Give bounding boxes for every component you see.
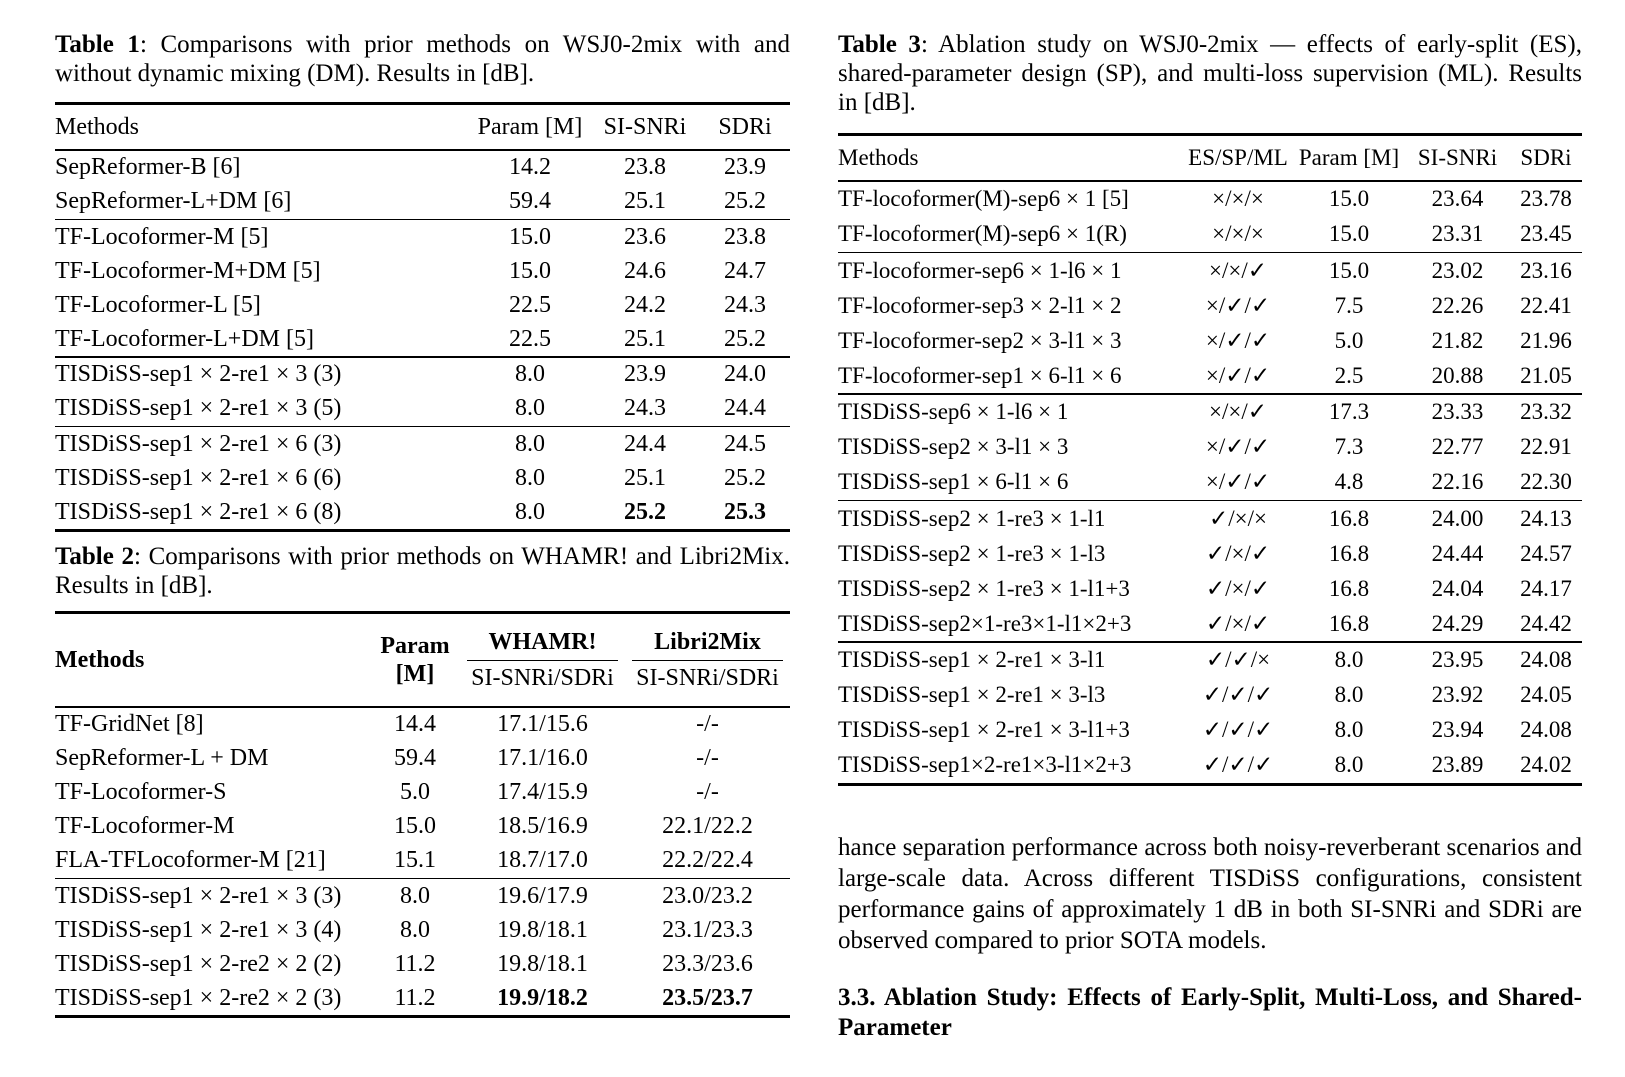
- method-cell: TISDiSS-sep2 × 3-l1 × 3: [838, 434, 1069, 459]
- sdri-cell: 24.4: [724, 395, 766, 421]
- si-snri-cell: 23.92: [1431, 682, 1484, 707]
- si-snri-cell: 23.33: [1431, 399, 1484, 424]
- column-header-methods: Methods: [55, 113, 139, 140]
- si-snri-cell: 21.82: [1431, 327, 1484, 353]
- table-row: [55, 427, 790, 461]
- si-snri-cell: 23.9: [624, 361, 666, 387]
- si-snri-cell: 23.89: [1431, 752, 1484, 777]
- table2-body: [55, 708, 790, 1016]
- sdri-cell: 23.78: [1520, 186, 1572, 211]
- method-cell: TISDiSS-sep1×2-re1×3-l1×2+3: [838, 752, 1132, 777]
- method-cell: TISDiSS-sep1 × 2-re1 × 3-l1: [838, 647, 1106, 672]
- table-row: [55, 254, 790, 288]
- sdri-cell: 24.05: [1520, 682, 1572, 707]
- method-cell: TISDiSS-sep1 × 2-re1 × 6 (8): [55, 498, 342, 525]
- body-paragraph: hance separation performance across both noisy-reverberant scenarios and large-scale data. Across different TISDiSS configurations, consistent performance gains of approximately 1 dB in both SI-SNRi and SDRi are observed compared to prior SOTA models.: [838, 833, 1582, 954]
- param-cell: 15.1: [394, 847, 436, 873]
- table1-header-row: [55, 105, 790, 149]
- param-label-line2: [M]: [395, 661, 435, 687]
- table1: [55, 102, 790, 532]
- whamr-cmidrule: [467, 660, 619, 661]
- method-cell: TF-Locoformer-L [5]: [55, 291, 261, 318]
- param-cell: 22.5: [509, 291, 551, 318]
- param-label-line1: Param: [380, 633, 450, 659]
- param-cell: 15.0: [1328, 221, 1370, 246]
- param-cell: 17.3: [1328, 399, 1370, 424]
- table-row: [55, 392, 790, 426]
- column-header-si-snri: SI-SNRi: [1417, 145, 1498, 170]
- es-sp-ml-cell: ✓/×/✓: [1205, 610, 1271, 636]
- param-cell: 7.5: [1334, 292, 1364, 318]
- param-cell: 15.0: [509, 223, 551, 250]
- libri2mix-cell: 22.1/22.2: [662, 813, 753, 839]
- table-row: [838, 430, 1582, 465]
- param-cell: 8.0: [1334, 752, 1364, 777]
- libri2mix-group-label: Libri2Mix: [654, 628, 761, 655]
- table-row: [55, 358, 790, 392]
- param-cell: 8.0: [515, 498, 545, 525]
- table-row: [838, 571, 1582, 606]
- libri2mix-cell: -/-: [696, 711, 719, 737]
- table-row: [55, 322, 790, 356]
- si-snri-cell: 23.94: [1431, 717, 1484, 742]
- table-row: [55, 879, 790, 913]
- si-snri-cell: 25.1: [624, 188, 666, 214]
- table-row: [838, 606, 1582, 641]
- method-cell: TISDiSS-sep1 × 2-re1 × 3 (3): [55, 361, 342, 387]
- es-sp-ml-cell: ✓/✓/✓: [1202, 752, 1274, 777]
- sdri-cell: 25.2: [724, 188, 766, 214]
- libri2mix-cell: 23.1/23.3: [662, 916, 753, 943]
- method-cell: TISDiSS-sep1 × 2-re1 × 3 (3): [55, 882, 342, 909]
- si-snri-cell: 20.88: [1431, 362, 1484, 388]
- method-cell: TISDiSS-sep2 × 1-re3 × 1-l3: [838, 540, 1106, 566]
- method-cell: TISDiSS-sep2×1-re3×1-l1×2+3: [838, 610, 1132, 636]
- libri2mix-cell: -/-: [696, 779, 719, 805]
- si-snri-cell: 24.00: [1431, 505, 1484, 531]
- es-sp-ml-cell: ×/×/✓: [1209, 399, 1267, 424]
- method-cell: TF-Locoformer-M+DM [5]: [55, 257, 321, 284]
- si-snri-cell: 24.3: [624, 395, 666, 421]
- param-cell: 8.0: [1334, 647, 1364, 672]
- table-row: [838, 358, 1582, 393]
- table-row: [838, 536, 1582, 571]
- table-row: [838, 643, 1582, 678]
- si-snri-cell: 23.8: [624, 154, 666, 180]
- whamr-cell: 17.4/15.9: [497, 779, 588, 805]
- method-cell: TF-locoformer(M)-sep6 × 1 [5]: [838, 186, 1129, 211]
- method-cell: TISDiSS-sep1 × 2-re1 × 6 (3): [55, 430, 342, 457]
- sdri-cell: 23.8: [724, 223, 766, 250]
- table2-caption-text: : Comparisons with prior methods on WHAMR! and Libri2Mix. Results in [dB].: [55, 543, 790, 599]
- method-cell: SepReformer-L+DM [6]: [55, 188, 292, 214]
- es-sp-ml-cell: ✓/×/✓: [1205, 540, 1271, 566]
- column-header-whamr: [460, 614, 625, 706]
- param-cell: 15.0: [394, 813, 436, 839]
- table3: [838, 133, 1582, 786]
- si-snri-cell: 24.4: [624, 430, 666, 457]
- left-column: [55, 30, 790, 1018]
- sdri-cell: 24.0: [724, 361, 766, 387]
- param-cell: 8.0: [515, 464, 545, 491]
- si-snri-cell: 23.02: [1431, 257, 1484, 283]
- es-sp-ml-cell: ×/✓/✓: [1205, 469, 1271, 494]
- whamr-cell: 17.1/15.6: [497, 711, 588, 737]
- sdri-cell: 24.08: [1520, 647, 1572, 672]
- sdri-cell: 24.57: [1520, 540, 1572, 566]
- sdri-cell: 22.30: [1520, 469, 1572, 494]
- table3-header-row: [838, 136, 1582, 180]
- method-cell: TF-locoformer-sep2 × 3-l1 × 3: [838, 327, 1122, 353]
- libri2mix-subheader: SI-SNRi/SDRi: [636, 664, 779, 691]
- method-cell: TISDiSS-sep1 × 2-re1 × 3 (4): [55, 916, 342, 943]
- whamr-cell: 18.5/16.9: [497, 813, 588, 839]
- column-header-sdri: SDRi: [1520, 145, 1572, 170]
- column-header-methods: Methods: [838, 145, 919, 170]
- method-cell: TF-locoformer(M)-sep6 × 1(R): [838, 221, 1127, 246]
- column-header-param: Param [M]: [477, 113, 583, 140]
- table-row: [55, 185, 790, 219]
- param-cell: 14.2: [509, 154, 551, 180]
- si-snri-cell: 24.44: [1431, 540, 1484, 566]
- es-sp-ml-cell: ×/✓/✓: [1205, 434, 1271, 459]
- column-header-sdri: SDRi: [718, 113, 772, 140]
- sdri-cell: 25.2: [724, 464, 766, 491]
- param-cell: 8.0: [515, 361, 545, 387]
- method-cell: TISDiSS-sep6 × 1-l6 × 1: [838, 399, 1069, 424]
- method-cell: TISDiSS-sep2 × 1-re3 × 1-l1+3: [838, 575, 1130, 601]
- si-snri-cell: 24.2: [624, 291, 666, 318]
- table-row: [838, 182, 1582, 217]
- si-snri-cell: 24.04: [1431, 575, 1484, 601]
- table-row: [55, 151, 790, 185]
- table-row: [55, 288, 790, 322]
- sdri-cell: 23.45: [1520, 221, 1572, 246]
- column-header-es-sp-ml: ES/SP/ML: [1188, 145, 1288, 170]
- table-row: [838, 678, 1582, 713]
- table1-caption: [55, 30, 790, 88]
- table-row: [838, 501, 1582, 536]
- column-header-param: [370, 614, 460, 706]
- es-sp-ml-cell: ×/✓/✓: [1205, 327, 1271, 353]
- method-cell: TF-Locoformer-S: [55, 779, 227, 805]
- table-row: [838, 395, 1582, 430]
- sdri-cell: 23.16: [1520, 257, 1572, 283]
- method-cell: TISDiSS-sep1 × 2-re2 × 2 (3): [55, 984, 342, 1011]
- si-snri-cell: 25.1: [624, 464, 666, 491]
- whamr-cell: 17.1/16.0: [497, 745, 588, 771]
- sdri-cell: 24.3: [724, 291, 766, 318]
- table-row: [55, 913, 790, 947]
- si-snri-cell: 25.2: [624, 498, 666, 525]
- table-row: [55, 776, 790, 810]
- method-cell: TF-locoformer-sep6 × 1-l6 × 1: [838, 257, 1122, 283]
- table-row: [838, 253, 1582, 288]
- es-sp-ml-cell: ×/✓/✓: [1205, 292, 1271, 318]
- libri2mix-cell: -/-: [696, 745, 719, 771]
- table3-caption-text: : Ablation study on WSJ0-2mix — effects of early-split (ES), shared-parameter design (SP), and multi-loss supervision (ML). Results in [dB].: [838, 31, 1583, 116]
- table-row: [55, 981, 790, 1015]
- sdri-cell: 24.02: [1520, 752, 1572, 777]
- table3-caption-label: Table 3: [838, 31, 921, 58]
- sdri-cell: 24.17: [1520, 575, 1572, 601]
- es-sp-ml-cell: ✓/✓/✓: [1202, 717, 1274, 742]
- column-header-param: Param [M]: [1298, 145, 1400, 170]
- si-snri-cell: 22.16: [1431, 469, 1484, 494]
- libri2mix-cell: 23.0/23.2: [662, 882, 753, 909]
- sdri-cell: 25.2: [724, 325, 766, 352]
- method-cell: TF-locoformer-sep3 × 2-l1 × 2: [838, 292, 1122, 318]
- table-row: [838, 217, 1582, 252]
- libri2mix-cell: 22.2/22.4: [662, 847, 753, 873]
- si-snri-cell: 23.64: [1431, 186, 1484, 211]
- table-row: [838, 713, 1582, 748]
- param-cell: 7.3: [1334, 434, 1364, 459]
- method-cell: TF-Locoformer-M [5]: [55, 223, 269, 250]
- whamr-cell: 18.7/17.0: [497, 847, 588, 873]
- sdri-cell: 22.41: [1520, 292, 1572, 318]
- method-cell: TISDiSS-sep1 × 2-re2 × 2 (2): [55, 950, 342, 977]
- sdri-cell: 23.9: [724, 154, 766, 180]
- column-header-methods: Methods: [55, 646, 145, 673]
- param-cell: 14.4: [394, 711, 436, 737]
- table2: [55, 611, 790, 1018]
- es-sp-ml-cell: ✓/×/✓: [1205, 575, 1271, 601]
- table-row: [838, 288, 1582, 323]
- param-cell: 11.2: [394, 984, 436, 1011]
- sdri-cell: 24.7: [724, 257, 766, 284]
- sdri-cell: 22.91: [1520, 434, 1572, 459]
- param-cell: 15.0: [1328, 186, 1370, 211]
- param-cell: 22.5: [509, 325, 551, 352]
- param-cell: 5.0: [1334, 327, 1364, 353]
- libri2mix-cmidrule: [632, 660, 784, 661]
- si-snri-cell: 24.6: [624, 257, 666, 284]
- param-cell: 4.8: [1334, 469, 1364, 494]
- whamr-subheader: SI-SNRi/SDRi: [471, 664, 614, 691]
- column-header-si-snri: SI-SNRi: [603, 113, 687, 140]
- libri2mix-cell: 23.3/23.6: [662, 950, 753, 977]
- table-row: [55, 495, 790, 529]
- param-cell: 11.2: [394, 950, 436, 977]
- es-sp-ml-cell: ×/✓/✓: [1205, 362, 1271, 388]
- sdri-cell: 25.3: [724, 498, 766, 525]
- column-header-libri2mix: [625, 614, 790, 706]
- param-cell: 59.4: [509, 188, 551, 214]
- param-cell: 8.0: [515, 430, 545, 457]
- table-bottom-rule: [55, 1015, 790, 1018]
- si-snri-cell: 22.26: [1431, 292, 1484, 318]
- whamr-cell: 19.6/17.9: [497, 882, 588, 909]
- table-row: [55, 844, 790, 878]
- table-row: [55, 461, 790, 495]
- method-cell: TISDiSS-sep1 × 2-re1 × 6 (6): [55, 464, 342, 491]
- es-sp-ml-cell: ✓/×/×: [1209, 505, 1267, 531]
- section-heading: 3.3. Ablation Study: Effects of Early-Split, Multi-Loss, and Shared-Parameter: [838, 983, 1582, 1041]
- table-row: [838, 465, 1582, 500]
- param-cell: 8.0: [1334, 682, 1364, 707]
- sdri-cell: 21.05: [1520, 362, 1572, 388]
- method-cell: TF-locoformer-sep1 × 6-l1 × 6: [838, 362, 1122, 388]
- table-row: [55, 742, 790, 776]
- es-sp-ml-cell: ×/×/×: [1212, 186, 1264, 211]
- table1-body: [55, 151, 790, 530]
- table2-header-row: [55, 614, 790, 706]
- param-cell: 2.5: [1334, 362, 1364, 388]
- table1-caption-label: Table 1: [55, 31, 140, 58]
- param-cell: 16.8: [1328, 540, 1370, 566]
- whamr-cell: 19.8/18.1: [497, 916, 588, 943]
- si-snri-cell: 23.95: [1431, 647, 1484, 672]
- method-cell: TISDiSS-sep1 × 2-re1 × 3-l3: [838, 682, 1106, 707]
- whamr-cell: 19.9/18.2: [497, 984, 588, 1011]
- table-row: [55, 220, 790, 254]
- table-row: [838, 748, 1582, 783]
- table-row: [55, 947, 790, 981]
- method-cell: TISDiSS-sep1 × 2-re1 × 3 (5): [55, 395, 342, 421]
- sdri-cell: 23.32: [1520, 399, 1572, 424]
- table-bottom-rule: [838, 783, 1582, 786]
- method-cell: SepReformer-L + DM: [55, 745, 269, 771]
- param-cell: 8.0: [1334, 717, 1364, 742]
- method-cell: TF-Locoformer-L+DM [5]: [55, 325, 314, 352]
- si-snri-cell: 24.29: [1431, 610, 1484, 636]
- method-cell: TF-GridNet [8]: [55, 711, 204, 737]
- param-cell: 5.0: [400, 779, 430, 805]
- param-cell: 15.0: [509, 257, 551, 284]
- table-row: [55, 708, 790, 742]
- sdri-cell: 24.42: [1520, 610, 1572, 636]
- method-cell: TISDiSS-sep1 × 6-l1 × 6: [838, 469, 1069, 494]
- table1-caption-text: : Comparisons with prior methods on WSJ0-2mix with and without dynamic mixing (DM). Results in [dB].: [55, 31, 790, 87]
- table2-caption-label: Table 2: [55, 543, 134, 570]
- table3-caption: [838, 30, 1582, 117]
- param-cell: 15.0: [1328, 257, 1370, 283]
- param-cell: 8.0: [515, 395, 545, 421]
- si-snri-cell: 25.1: [624, 325, 666, 352]
- whamr-cell: 19.8/18.1: [497, 950, 588, 977]
- table3-body: [838, 182, 1582, 783]
- table-bottom-rule: [55, 529, 790, 532]
- es-sp-ml-cell: ×/×/×: [1212, 221, 1264, 246]
- sdri-cell: 24.13: [1520, 505, 1572, 531]
- param-cell: 16.8: [1328, 575, 1370, 601]
- method-cell: SepReformer-B [6]: [55, 154, 241, 180]
- param-cell: 8.0: [400, 916, 430, 943]
- whamr-group-label: WHAMR!: [488, 628, 597, 655]
- table-row: [838, 323, 1582, 358]
- param-cell: 8.0: [400, 882, 430, 909]
- sdri-cell: 24.08: [1520, 717, 1572, 742]
- es-sp-ml-cell: ✓/✓/✓: [1202, 682, 1274, 707]
- param-cell: 59.4: [394, 745, 436, 771]
- es-sp-ml-cell: ✓/✓/×: [1205, 647, 1271, 672]
- param-cell: 16.8: [1328, 610, 1370, 636]
- method-cell: TISDiSS-sep2 × 1-re3 × 1-l1: [838, 505, 1106, 531]
- method-cell: TISDiSS-sep1 × 2-re1 × 3-l1+3: [838, 717, 1130, 742]
- si-snri-cell: 23.6: [624, 223, 666, 250]
- si-snri-cell: 22.77: [1431, 434, 1484, 459]
- sdri-cell: 21.96: [1520, 327, 1572, 353]
- libri2mix-cell: 23.5/23.7: [662, 984, 753, 1011]
- right-column: [838, 30, 1582, 1043]
- method-cell: TF-Locoformer-M: [55, 813, 235, 839]
- sdri-cell: 24.5: [724, 430, 766, 457]
- param-cell: 16.8: [1328, 505, 1370, 531]
- si-snri-cell: 23.31: [1431, 221, 1484, 246]
- es-sp-ml-cell: ×/×/✓: [1209, 257, 1267, 283]
- table-row: [55, 810, 790, 844]
- table2-caption: [55, 542, 790, 600]
- method-cell: FLA-TFLocoformer-M [21]: [55, 847, 326, 873]
